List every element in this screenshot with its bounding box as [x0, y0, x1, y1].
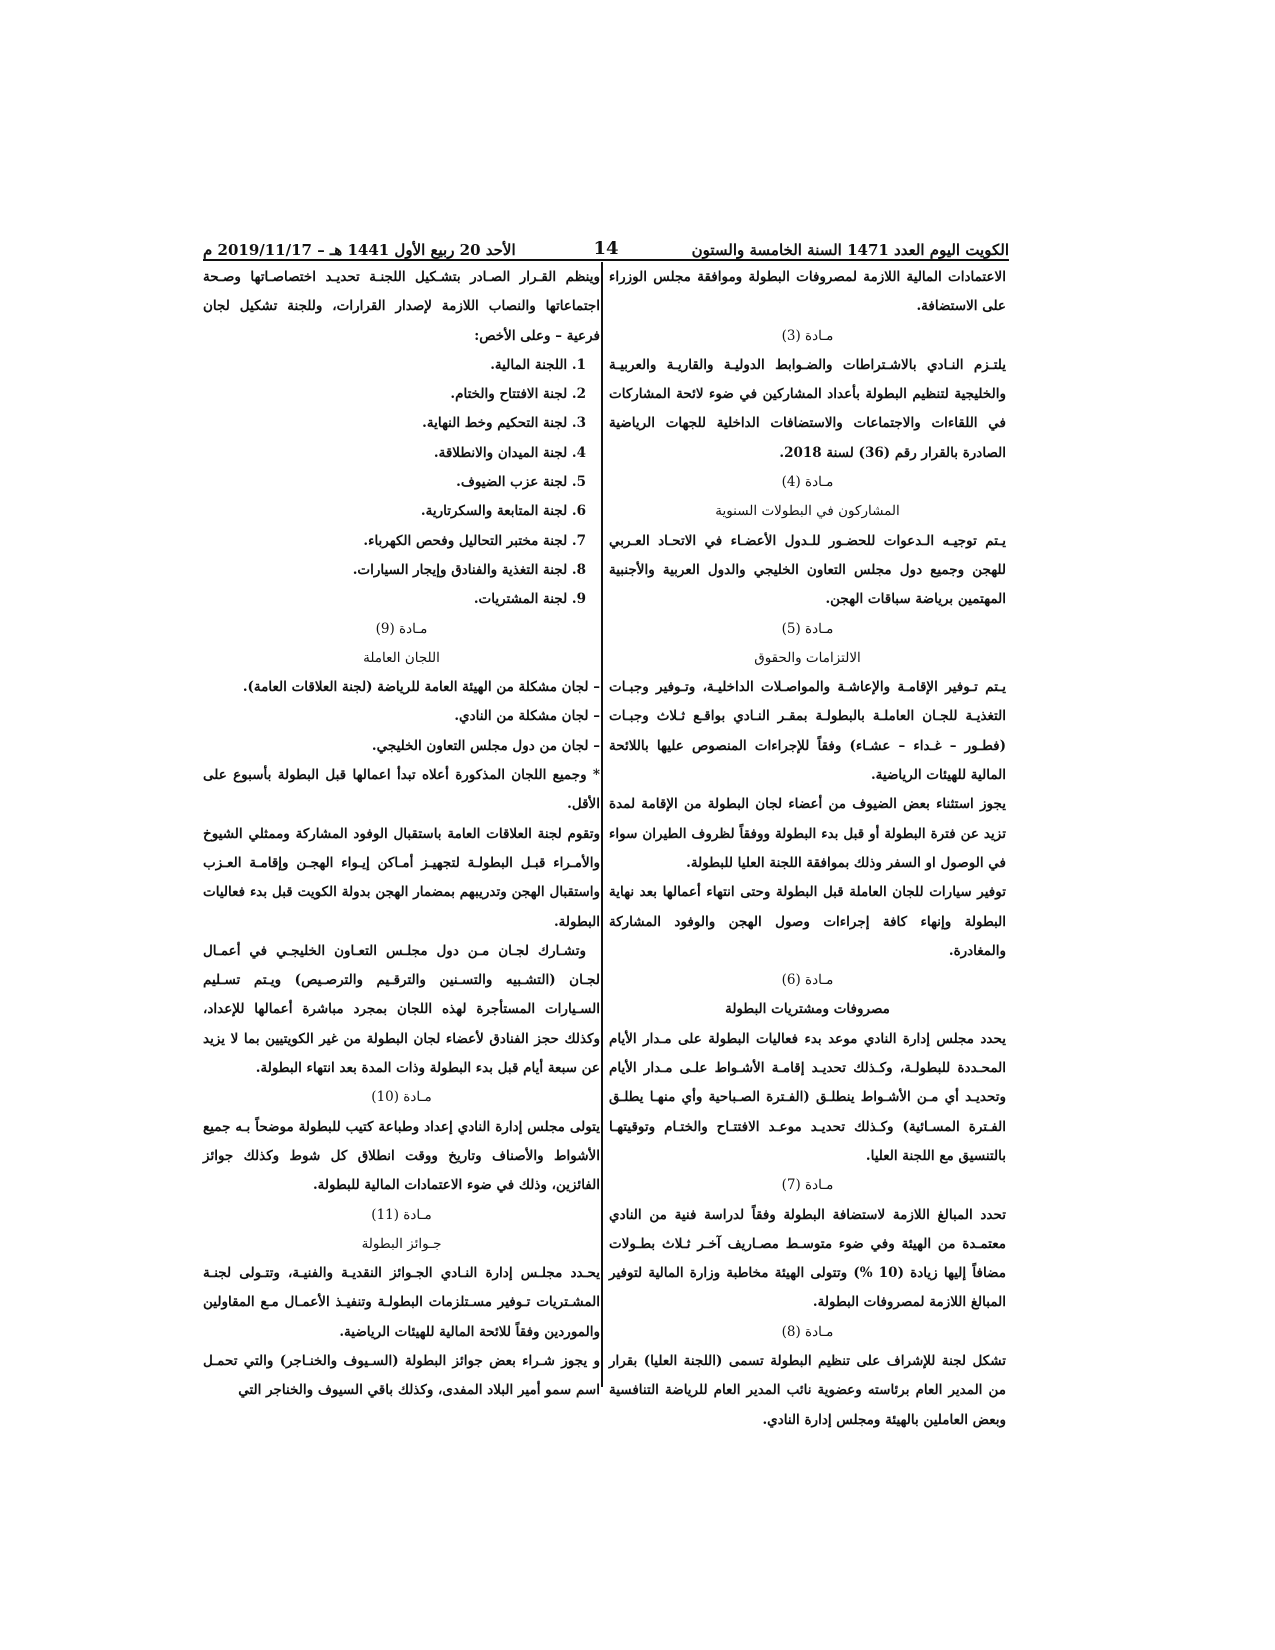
committee-item: 1. اللجنة المالية. — [490, 356, 586, 373]
article-8-title: مـادة (8) — [781, 1323, 834, 1340]
committee-item: 5. لجنة عزب الضيوف. — [456, 474, 586, 491]
committee-item: 6. لجنة المتابعة والسكرتارية. — [420, 503, 586, 520]
article-10-text: يتولى مجلس إدارة النادي إعداد وطباعة كتيب للبطولة موضحاً بـه جميع الأشواط والأصناف وتاريخ ووقت انطلاق كل شوط وكذلك جوائز الفائزين، وذلك في ضوء الاعتمادات المالية للبطولة. — [203, 1118, 600, 1194]
article-9-title: مـادة (9) — [375, 620, 428, 637]
committee-item: 2. لجنة الافتتاح والختام. — [450, 386, 586, 403]
article-11-paragraph: و يجوز شـراء بعض جوائز البطولة (السـيوف والخنـاجر) والتي تحمـل اسم سمو أمير البلاد المفدى، وكذلك باقي السيوف والخناجر التي — [203, 1352, 600, 1399]
article-9-subtitle: اللجان العاملة — [363, 649, 440, 666]
committee-item: 3. لجنة التحكيم وخط النهاية. — [422, 415, 586, 432]
article-11-paragraph: يحـدد مجلـس إدارة النـادي الجـوائز النقديـة والفنيـة، وتتـولى لجنـة المشـتريات تـوفير مسـتلزمات البطولـة وتنفيـذ الأعمـال مـع المقاولين والموردين وفقاً للائحة المالية للهيئات الرياضية. — [203, 1265, 600, 1340]
article-11-title: مـادة (11) — [371, 1206, 432, 1223]
article-4-subtitle: المشاركون في البطولات السنوية — [715, 503, 900, 520]
list-item: – لجان مشكلة من النادي. — [454, 708, 600, 725]
article-8-text: تشكل لجنة للإشراف على تنظيم البطولة تسمى (اللجنة العليا) بقرار من المدير العام برئاسته وعضوية نائب المدير العام للرياضة التنافسية وبعض العاملين بالهيئة ومجلس إدارة النادي. — [609, 1352, 1006, 1428]
paragraph: وينظم القـرار الصـادر بتشـكيل اللجنـة تحديـد اختصاصـاتها وصـحة اجتماعاتها والنصاب اللازمة لإصدار القرارات، وللجنة تشكيل لجان فرعية – وعلى الأخص: — [203, 269, 600, 344]
committee-item: 9. لجنة المشتريات. — [473, 591, 586, 608]
article-5-paragraph: يـتم تـوفير الإقامـة والإعاشـة والمواصـلات الداخليـة، وتـوفير وجبـات التغذيـة للجـان العاملـة بالبطولـة بمقـر النـادي بواقـع ثـلاث وجبـات (فطـور – غـداء – عشـاء) وفقاً للإجراءات المنصوص عليها باللائحة المالية للهيئات الرياضية. — [609, 679, 1006, 784]
right-column — [609, 263, 1006, 1435]
article-9-paragraph: وتقوم لجنة العلاقات العامة باستقبال الوفود المشاركة وممثلي الشيوخ والأمـراء قبـل البطولـة لتجهيـز أمـاكن إيـواء الهجـن وإقامـة العـزب واستقبال الهجن وتدريبهم بمضمار الهجن بدولة الكويت قبل بدء فعاليات البطولة. — [203, 825, 600, 930]
article-6-subtitle: مصروفات ومشتريات البطولة — [725, 1001, 890, 1018]
article-5-paragraph: يجوز استثناء بعض الضيوف من أعضاء لجان البطولة من الإقامة لمدة تزيد عن فترة البطولة أو قبل بدء البطولة ووفقاً لظروف الطيران سواء في الوصول او السفر وذلك بموافقة اللجنة العليا للبطولة. — [609, 796, 1006, 871]
header-date: الأحد 20 ربيع الأول 1441 هـ – 2019/11/17 م — [203, 241, 516, 259]
article-11-subtitle: جـوائز البطولة — [361, 1235, 442, 1252]
article-6-title: مـادة (6) — [781, 972, 834, 989]
article-5-subtitle: الالتزامات والحقوق — [754, 649, 861, 666]
list-item: – لجان من دول مجلس التعاون الخليجي. — [371, 737, 600, 754]
article-9-note: * وجميع اللجان المذكورة أعلاه تبدأ اعمالها قبل البطولة بأسبوع على الأقل. — [203, 767, 600, 813]
committee-item: 8. لجنة التغذية والفنادق وإيجار السيارات. — [352, 561, 586, 578]
page-number: 14 — [593, 238, 619, 259]
article-7-text: تحدد المبالغ اللازمة لاستضافة البطولة وفقاً لدراسة فنية من النادي معتمـدة من الهيئة وفي ضوء متوسـط مصـاريف آخـر ثـلاث بطـولات مضافاً إليها زيادة (10 %) وتتولى الهيئة مخاطبة وزارة المالية لتوفير المبالغ اللازمة لمصروفات البطولة. — [609, 1206, 1006, 1311]
article-6-text: يحدد مجلس إدارة النادي موعد بدء فعاليات البطولة على مـدار الأيام المحـددة للبطولـة، وكـذلك تحديـد إقامـة الأشـواط علـى مـدار الأيام وتحديـد أي مـن الأشـواط ينطلـق (الفـترة الصـباحية وأي منهـا يطلـق الفـترة المسـائية) وكـذلك تحديـد موعـد الافتتـاح والختـام وتوقيتهـا بالتنسيق مع اللجنة العليا. — [609, 1030, 1006, 1164]
article-4-text: يـتم توجيـه الـدعوات للحضـور للـدول الأعضـاء في الاتحـاد العـربي للهجن وجميع دول مجلس التعاون الخليجي والدول العربية والأجنبية المهتمين برياضة سباقات الهجن. — [609, 532, 1006, 608]
header-issue-info: الكويت اليوم العدد 1471 السنة الخامسة والستون — [691, 241, 1009, 259]
committee-item: 4. لجنة الميدان والانطلاقة. — [433, 444, 586, 461]
article-7-title: مـادة (7) — [781, 1177, 834, 1194]
paragraph: الاعتمادات المالية اللازمة لمصروفات البطولة وموافقة مجلس الوزراء على الاستضافة. — [609, 269, 1006, 315]
left-column — [203, 263, 600, 1406]
article-3-title: مـادة (3) — [781, 327, 834, 344]
article-10-title: مـادة (10) — [371, 1089, 432, 1106]
article-5-paragraph: توفير سيارات للجان العاملة قبل البطولة وحتى انتهاء أعمالها بعد نهاية البطولة وإنهاء كافة إجراءات وصول الهجن والوفود المشاركة والمغادرة. — [609, 884, 1006, 959]
article-9-paragraph: وتشـارك لجـان مـن دول مجلـس التعـاون الخليجـي في أعمـال لجـان (التشـبيه والتسـنين والترقـيم والترصـيص) ويـتم تسـليم السـيارات المستأجرة لهذه اللجان بمجرد مباشرة أعمالها للإعداد، وكذلك حجز الفنادق لأعضاء لجان البطولة من غير الكويتيين بما لا يزيد عن سبعة أيام قبل بدء البطولة وذات المدة بعد انتهاء البطولة. — [203, 942, 600, 1077]
header-rule — [203, 259, 1009, 261]
page-header — [203, 227, 1009, 259]
list-item: – لجان مشكلة من الهيئة العامة للرياضة (لجنة العلاقات العامة). — [242, 679, 600, 696]
committee-item: 7. لجنة مختبر التحاليل وفحص الكهرباء. — [363, 532, 586, 549]
article-3-text: يلتـزم النـادي بالاشـتراطات والضـوابط الدوليـة والقاريـة والعربيـة والخليجية لتنظيم البطولة بأعداد المشاركين في ضوء لائحة المشاركات في اللقاءات والاجتماعات والاستضافات الداخلية للجهات الرياضية الصادرة بالقرار رقم (36) لسنة 2018. — [609, 356, 1006, 461]
column-divider — [601, 262, 603, 1387]
article-4-title: مـادة (4) — [781, 474, 834, 491]
article-5-title: مـادة (5) — [781, 620, 834, 637]
